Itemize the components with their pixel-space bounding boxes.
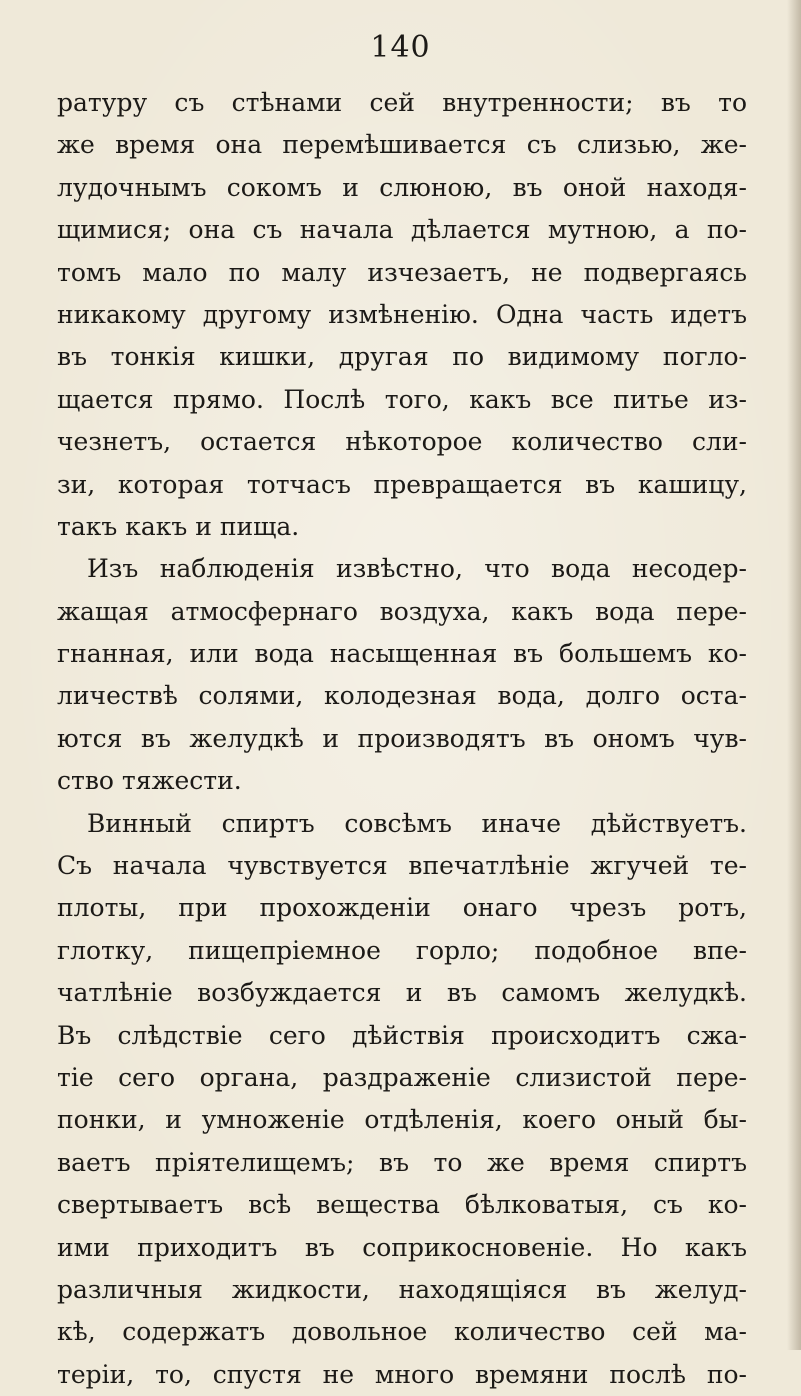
- body-text: [57, 82, 747, 1396]
- text-line: глотку, пищепріемное горло; подобное впе-: [57, 935, 747, 965]
- text-line: гнанная, или вода насыщенная въ большемъ ко-: [57, 639, 747, 669]
- text-line: ратуру съ стѣнами сей внутренности; въ то: [57, 88, 747, 117]
- text-line: ство тяжести.: [57, 766, 242, 796]
- text-line: Съ начала чувствуется впечатлѣніе жгучей те-: [57, 851, 747, 881]
- text-line: чатлѣніе возбуждается и въ самомъ желудкѣ.: [57, 978, 747, 1008]
- text-line: жащая атмосфернаго воздуха, какъ вода пере-: [57, 596, 747, 626]
- page-number: 140: [370, 30, 431, 65]
- text-line: зи, которая тотчасъ превращается въ кашицу,: [57, 469, 747, 499]
- text-line: Винный спиртъ совсѣмъ иначе дѣйствуетъ.: [87, 808, 747, 838]
- text-line: тіе сего органа, раздраженіе слизистой пере-: [57, 1062, 747, 1092]
- text-line: кѣ, содержатъ довольное количество сей ма-: [57, 1317, 747, 1347]
- text-line: же время она перемѣшивается съ слизью, же-: [57, 130, 747, 160]
- text-line: плоты, при прохожденіи онаго чрезъ ротъ,: [57, 893, 747, 923]
- text-line: въ тонкія кишки, другая по видимому погло-: [57, 342, 747, 372]
- text-line: Изъ наблюденія извѣстно, что вода несодер-: [87, 554, 747, 584]
- text-line: чезнетъ, остается нѣкоторое количество сли-: [57, 427, 747, 457]
- text-line: щимися; она съ начала дѣлается мутною, а по-: [57, 215, 747, 245]
- text-line: ются въ желудкѣ и производятъ въ ономъ чув-: [57, 723, 747, 753]
- text-line: понки, и умноженіе отдѣленія, коего оный бы-: [57, 1105, 747, 1135]
- text-line: ваетъ пріятелищемъ; въ то же время спиртъ: [57, 1147, 747, 1177]
- page-edge-shadow: [787, 0, 801, 1350]
- text-line: томъ мало по малу изчезаетъ, не подвергаясь: [57, 257, 747, 287]
- text-line: теріи, то, спустя не много времяни послѣ по-: [57, 1359, 747, 1389]
- text-line: свертываетъ всѣ вещества бѣлковатыя, съ ко-: [57, 1190, 747, 1220]
- text-line: лудочнымъ сокомъ и слюною, въ оной находя-: [57, 172, 747, 202]
- text-line: личествѣ солями, колодезная вода, долго оста-: [57, 681, 747, 711]
- text-line: щается прямо. Послѣ того, какъ все питье из-: [57, 384, 747, 414]
- text-line: различныя жидкости, находящіяся въ желуд-: [57, 1274, 747, 1304]
- text-line: Въ слѣдствіе сего дѣйствія происходитъ сжа-: [57, 1020, 747, 1050]
- text-line: никакому другому измѣненію. Одна часть идетъ: [57, 299, 747, 329]
- text-line: ими приходитъ въ соприкосновеніе. Но какъ: [57, 1232, 747, 1262]
- text-line: такъ какъ и пища.: [57, 511, 300, 541]
